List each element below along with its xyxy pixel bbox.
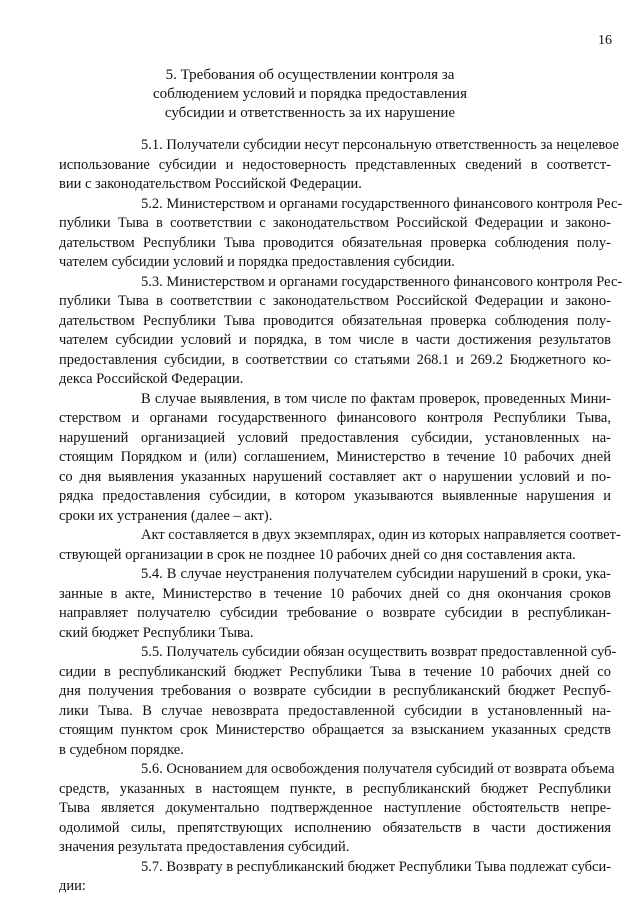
paragraph	[59, 565, 611, 643]
paragraph-line: 5.3. Министерством и органами государственного финансового контроля Рес-	[141, 273, 623, 290]
paragraph-line: средств, указанных в настоящем пункте, в республиканский бюджет Республики	[59, 780, 611, 797]
paragraph-line: 5.5. Получатель субсидии обязан осуществить возврат предоставленной суб-	[141, 644, 617, 660]
paragraph-line: сидии в республиканский бюджет Республики Тыва в течение 10 рабочих дней со	[59, 663, 611, 680]
paragraph-line: направляет получателю субсидии требование о возврате субсидии в республикан-	[59, 605, 611, 621]
paragraph-line: В случае выявления, в том числе по фактам проверок, проведенных Мини-	[141, 390, 611, 407]
paragraph-line: 5.1. Получатели субсидии несут персональную ответственность за нецелевое	[141, 137, 619, 153]
paragraph	[59, 858, 611, 897]
paragraph-line: стоящим пунктом срок Министерство обращается за взысканием указанных средств	[59, 722, 611, 738]
paragraph-line: вии с законодательством Российской Федерации.	[59, 176, 362, 192]
section-heading	[100, 66, 520, 123]
paragraph	[59, 643, 617, 760]
paragraph-line: предоставления субсидии, в соответствии со статьями 268.1 и 269.2 Бюджетного ко-	[59, 351, 611, 368]
paragraph-line: чателем субсидии условий и порядка, в том числе в части достижения результатов	[59, 332, 611, 348]
paragraph-line: использование субсидии и недостоверность представленных сведений в соответст-	[59, 156, 611, 173]
paragraph-line: ский бюджет Республики Тыва.	[59, 624, 254, 641]
paragraph-line: 5.4. В случае неустранения получателем субсидии нарушений в сроки, ука-	[141, 566, 611, 582]
section-body	[59, 136, 623, 897]
heading-line: 5. Требования об осуществлении контроля за	[165, 67, 455, 83]
paragraph-line: публики Тыва в соответствии с законодательством Российской Федерации и законо-	[59, 293, 611, 309]
paragraph-line: нарушений организацией условий предоставления субсидии, установленных на-	[59, 429, 611, 446]
heading-line: соблюдением условий и порядка предоставления	[153, 86, 467, 102]
paragraph-line: публики Тыва в соответствии с законодательством Российской Федерации и законо-	[59, 215, 611, 231]
page-number: 16	[598, 33, 612, 48]
paragraph	[59, 273, 623, 390]
paragraph-line: лики Тыва. В случае невозврата предоставленной субсидии в установленный на-	[59, 702, 611, 719]
paragraph-line: занные в акте, Министерство в течение 10 рабочих дней со дня окончания сроков	[59, 585, 611, 602]
paragraph-line: одолимой силы, препятствующих исполнению обязательств в части достижения	[59, 819, 611, 836]
paragraph-line: 5.6. Основанием для освобождения получателя субсидий от возврата объема	[141, 761, 615, 777]
paragraph-line: сроки их устранения (далее – акт).	[59, 507, 273, 524]
paragraph-line: значения результата предоставления субсидий.	[59, 839, 350, 855]
paragraph-line: дательством Республики Тыва проводится обязательная проверка соблюдения полу-	[59, 312, 611, 329]
paragraph-line: Тыва является документально подтвержденное наступление обстоятельств непре-	[59, 800, 611, 816]
paragraph-line: рядка предоставления субсидии, в котором указываются выявленные нарушения и	[59, 488, 611, 504]
paragraph	[59, 390, 611, 527]
paragraph-line: дии:	[59, 878, 86, 894]
paragraph-line: 5.7. Возврату в республиканский бюджет Республики Тыва подлежат субси-	[141, 858, 612, 875]
heading-line: субсидии и ответственность за их нарушение	[164, 105, 456, 121]
paragraph-line: в судебном порядке.	[59, 741, 184, 758]
paragraph-line: дня получения требования о возврате субсидии в республиканский бюджет Респуб-	[59, 683, 611, 699]
paragraph	[59, 526, 621, 565]
paragraph-line: стоящим Порядком и (или) соглашением, Министерство в течение 10 рабочих дней	[59, 449, 611, 465]
paragraph	[59, 760, 615, 858]
paragraph-line: 5.2. Министерством и органами государственного финансового контроля Рес-	[141, 195, 623, 212]
paragraph-line: дательством Республики Тыва проводится обязательная проверка соблюдения полу-	[59, 234, 611, 251]
paragraph-line: чателем субсидии условий и порядка предоставления субсидии.	[59, 254, 455, 270]
paragraph-line: со дня выявления указанных нарушений составляет акт о нарушении условий и по-	[59, 468, 611, 485]
paragraph-line: стерством и органами государственного финансового контроля Республики Тыва,	[59, 410, 611, 426]
paragraph-line: ствующей организации в срок не позднее 10 рабочих дней со дня составления акта.	[59, 546, 576, 563]
paragraph	[59, 136, 619, 195]
paragraph-line: Акт составляется в двух экземплярах, один из которых направляется соответ-	[141, 527, 621, 543]
paragraph-line: декса Российской Федерации.	[59, 371, 244, 387]
paragraph	[59, 195, 623, 273]
